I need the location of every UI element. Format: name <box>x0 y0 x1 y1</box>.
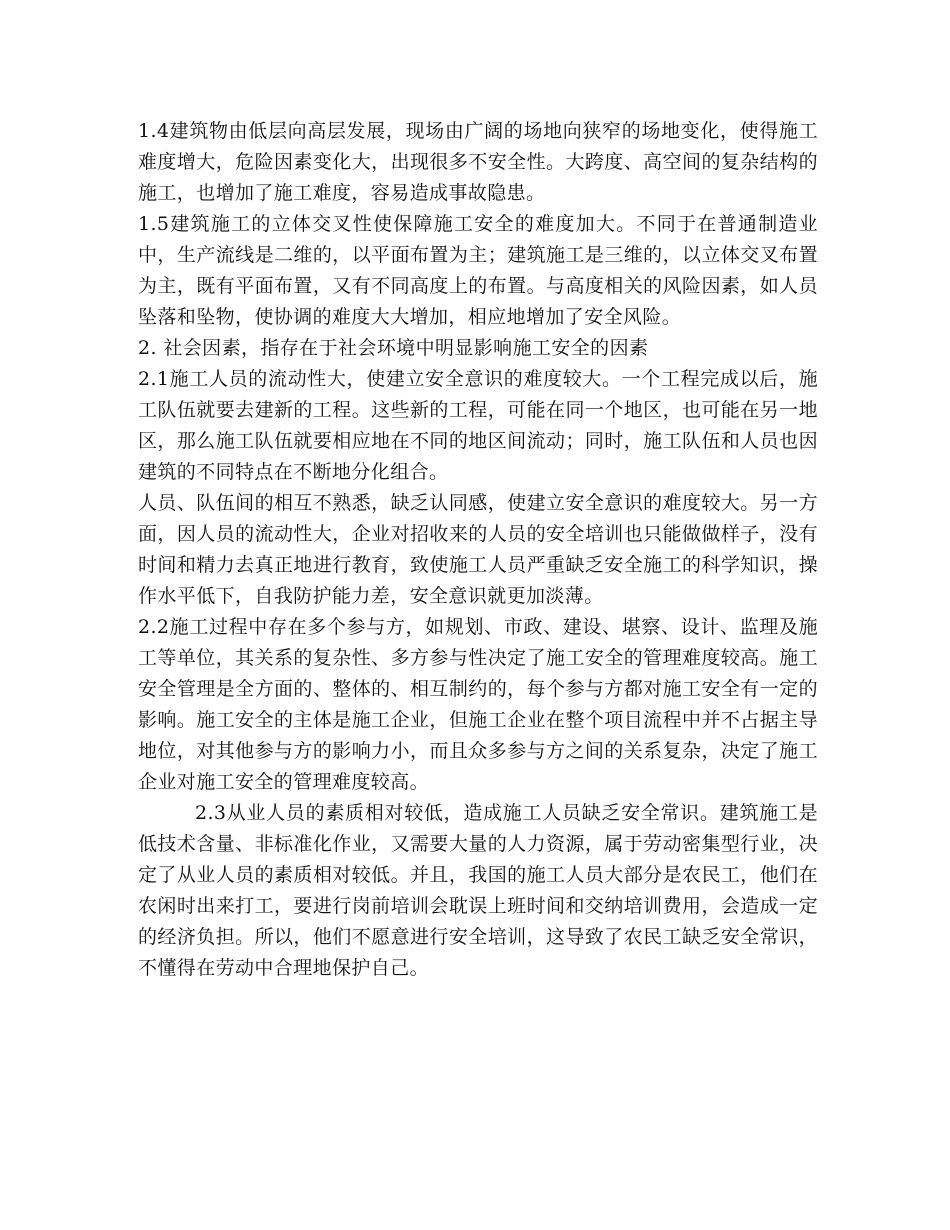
paragraph-1-4-building-height: 1.4建筑物由低层向高层发展，现场由广阔的场地向狭窄的场地变化，使得施工难度增大，危险因素变化大，出现很多不安全性。大跨度、高空间的复杂结构的施工，也增加了施工难度，容易造成事故隐患。 <box>138 120 818 204</box>
paragraph-2-2-multiple-parties: 2.2施工过程中存在多个参与方，如规划、市政、建设、堪察、设计、监理及施工等单位，其关系的复杂性、多方参与性决定了施工安全的管理难度较高。施工安全管理是全方面的、整体的、相互制约的，每个参与方都对施工安全有一定的影响。施工安全的主体是施工企业，但施工企业在整个项目流程中并不占据主导地位，对其他参与方的影响力小，而且众多参与方之间的关系复杂，决定了施工企业对施工安全的管理难度较高。 <box>138 616 818 793</box>
paragraph-2-1-worker-mobility: 2.1施工人员的流动性大，使建立安全意识的难度较大。一个工程完成以后，施工队伍就要去建新的工程。这些新的工程，可能在同一个地区，也可能在另一地区，那么施工队伍就要相应地在不同的地区间流动；同时，施工队伍和人员也因建筑的不同特点在不断地分化组合。 <box>138 368 818 483</box>
paragraph-2-3-worker-quality: 2.3从业人员的素质相对较低，造成施工人员缺乏安全常识。建筑施工是低技术含量、非标准化作业，又需要大量的人力资源，属于劳动密集型行业，决定了从业人员的素质相对较低。并且，我国的施工人员大部分是农民工，他们在农闲时出来打工，要进行岗前培训会耽误上班时间和交纳培训费用，会造成一定的经济负担。所以，他们不愿意进行安全培训，这导致了农民工缺乏安全常识，不懂得在劳动中合理地保护自己。 <box>138 802 818 979</box>
document-body <box>138 116 818 984</box>
paragraph-1-5-cross-construction: 1.5建筑施工的立体交叉性使保障施工安全的难度加大。不同于在普通制造业中，生产流线是二维的，以平面布置为主；建筑施工是三维的，以立体交叉布置为主，既有平面布置，又有不同高度上的布置。与高度相关的风险因素，如人员坠落和坠物，使协调的难度大大增加，相应地增加了安全风险。 <box>138 213 818 328</box>
paragraph-team-unfamiliarity: 人员、队伍间的相互不熟悉，缺乏认同感，使建立安全意识的难度较大。另一方面，因人员的流动性大，企业对招收来的人员的安全培训也只能做做样子，没有时间和精力去真正地进行教育，致使施工人员严重缺乏安全施工的科学知识，操作水平低下，自我防护能力差，安全意识就更加淡薄。 <box>138 492 818 607</box>
paragraph-2-social-factors-heading: 2. 社会因素，指存在于社会环境中明显影响施工安全的因素 <box>138 337 649 359</box>
